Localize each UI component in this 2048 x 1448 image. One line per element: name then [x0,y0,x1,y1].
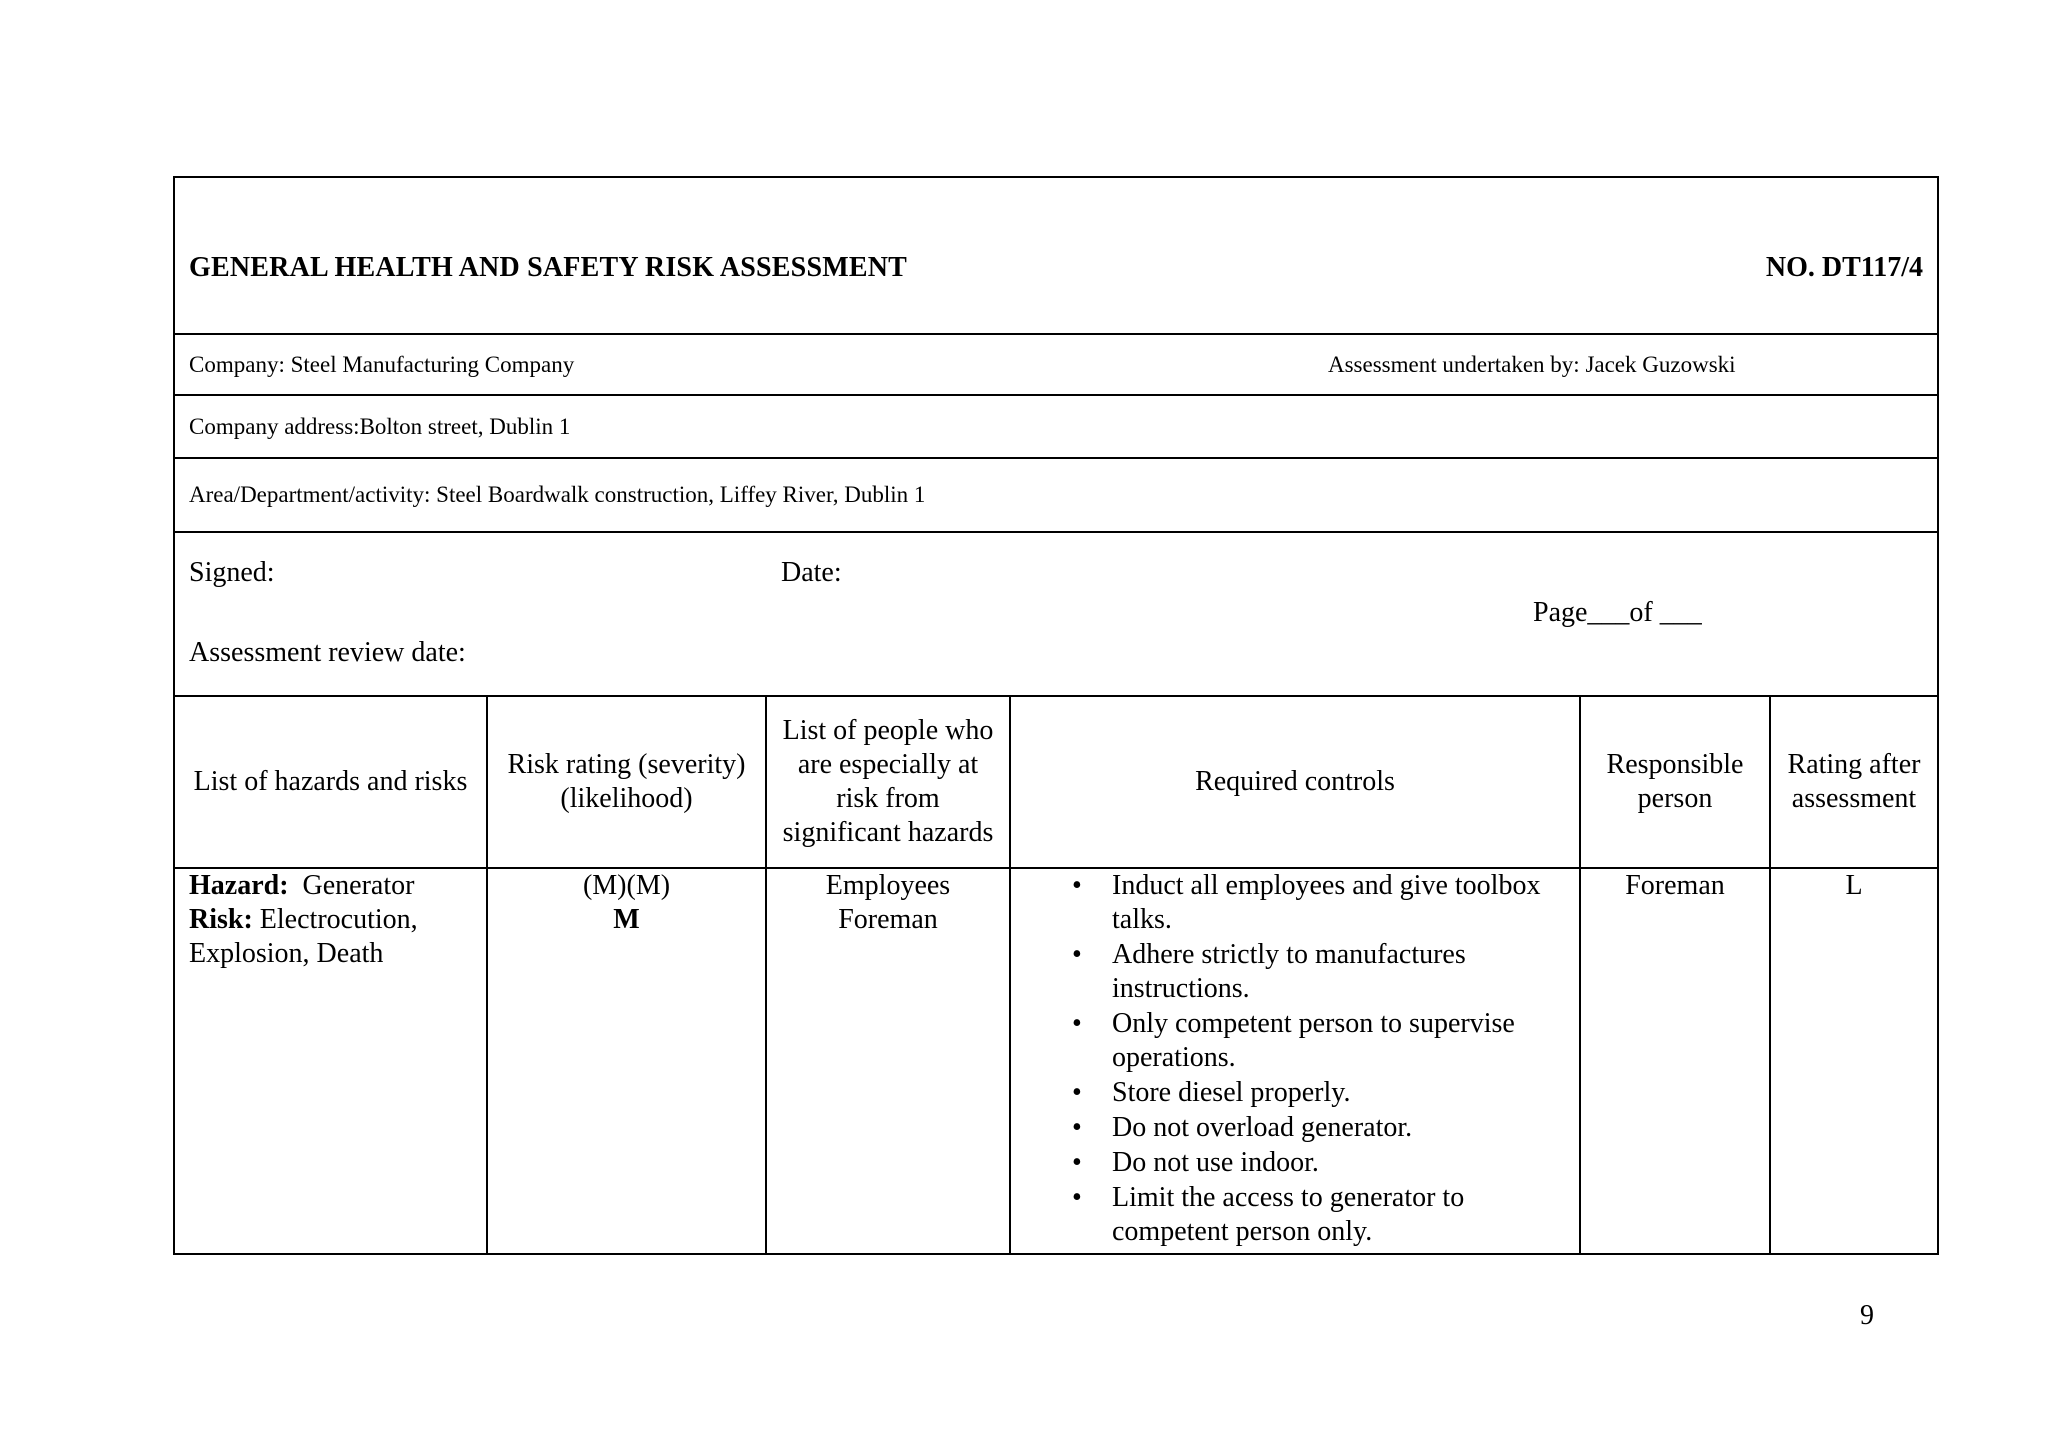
page-of-label: Page___of ___ [1533,597,1702,628]
bullet-icon: • [1072,939,1082,970]
address-value: Bolton street, Dublin 1 [359,413,571,439]
control-text: Adhere strictly to manufactures instructions. [1112,939,1466,1004]
assessor-value: Jacek Guzowski [1585,351,1736,377]
form-title: GENERAL HEALTH AND SAFETY RISK ASSESSMENT [189,251,908,283]
bullet-icon: • [1072,870,1082,901]
control-text: Store diesel properly. [1112,1077,1351,1108]
responsible-cell: Foreman [1580,868,1770,1253]
control-item [1072,1111,1578,1145]
control-item [1072,1076,1578,1110]
company-row [175,335,1937,396]
person-item: Foreman [838,904,938,935]
header-risk-rating: Risk rating (severity)(likelihood) [487,697,766,868]
header-hazards: List of hazards and risks [175,697,487,868]
header-responsible-person: Responsible person [1580,697,1770,868]
rating-overall: M [613,904,640,935]
risk-assessment-form [173,176,1939,1255]
bullet-icon: • [1072,1008,1082,1039]
address-label: Company address: [189,413,360,439]
control-item [1072,869,1578,937]
assessor-label: Assessment undertaken by: [1328,351,1580,377]
risk-value: Electrocution, Explosion, Death [189,904,418,969]
bullet-icon: • [1072,1112,1082,1143]
company-label: Company: [189,351,285,377]
header-people-at-risk: List of people who are especially at risk from significant hazards [766,697,1010,868]
area-label: Area/Department/activity: [189,482,431,507]
title-row [175,178,1937,335]
hazard-value: Generator [302,870,415,901]
controls-list [1012,869,1578,1249]
document-number: NO. DT117/4 [1765,251,1923,283]
bullet-icon: • [1072,1077,1082,1108]
page-number: 9 [1860,1300,1874,1331]
control-text: Do not overload generator. [1112,1112,1413,1143]
assessor-field [1328,352,1736,378]
control-item [1072,1146,1578,1180]
table-header-row [175,697,1937,868]
rating-detail: (M)(M) [582,870,671,901]
area-row [175,459,1937,533]
review-date-label: Assessment review date: [189,637,466,668]
table-row [175,868,1937,1253]
control-text: Only competent person to supervise operations. [1112,1008,1515,1073]
company-value: Steel Manufacturing Company [290,351,575,377]
controls-cell [1010,868,1580,1253]
control-text: Induct all employees and give toolbox talks. [1112,870,1541,935]
control-text: Limit the access to generator to competent person only. [1112,1182,1465,1247]
area-value: Steel Boardwalk construction, Liffey River, Dublin 1 [436,482,926,507]
control-item [1072,938,1578,1006]
people-cell [766,868,1010,1253]
date-label: Date: [781,557,842,588]
rating-after-cell: L [1845,870,1863,901]
control-item [1072,1181,1578,1249]
bullet-icon: • [1072,1182,1082,1213]
signoff-row [175,533,1937,697]
header-required-controls: Required controls [1010,697,1580,868]
control-item [1072,1007,1578,1075]
hazard-cell [175,868,487,1253]
signed-label: Signed: [189,557,275,588]
hazard-table [175,697,1937,1253]
company-field [189,352,574,378]
risk-label: Risk: [189,904,253,935]
header-rating-after: Rating after assessment [1770,697,1937,868]
bullet-icon: • [1072,1147,1082,1178]
person-item: Employees [825,870,951,901]
address-row [175,396,1937,459]
risk-line [189,903,485,971]
hazard-line [189,869,485,903]
control-text: Do not use indoor. [1112,1147,1319,1178]
hazard-label: Hazard: [189,870,289,901]
risk-rating-cell [487,868,766,1253]
